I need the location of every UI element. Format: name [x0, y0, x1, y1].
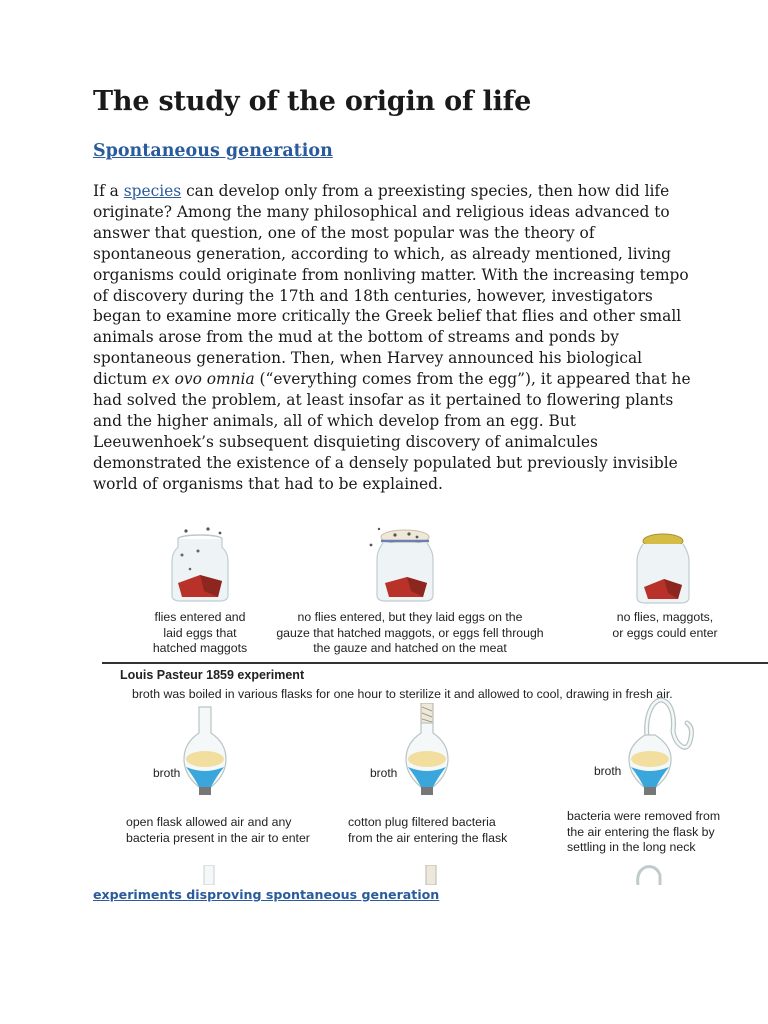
figure-divider — [102, 662, 768, 664]
pasteur-title: Louis Pasteur 1859 experiment — [120, 668, 305, 682]
jar-3-caption: no flies, maggots, or eggs could enter — [612, 610, 718, 640]
flask-3-caption: bacteria were removed from the air entering the flask by settling in the long neck — [567, 809, 721, 854]
jar-1-caption: flies entered and laid eggs that hatched maggots — [152, 610, 248, 655]
figure-caption-link[interactable]: experiments disproving spontaneous generation — [93, 887, 440, 902]
swan-neck-flask-icon — [625, 697, 705, 797]
text-part-1: can develop only from a preexisting species, then how did life originate? Among the many philosophical and religious ideas advanced to answer that question, one of the most popular was the theory of spontaneous generation, according to which, as already mentioned, living organisms could originate from nonliving matter. With the increasing tempo of discovery during the 17th and 18th centuries, however, investigators began to examine more critically the Greek belief that flies and other small animals arose from the mud at the bottom of streams and ponds by spontaneous generation. Then, when Harvey announced his biological dictum — [93, 182, 689, 389]
page-title: The study of the origin of life — [93, 86, 532, 117]
flask-3-broth-label: broth — [594, 764, 622, 778]
flask-2-broth-label: broth — [370, 766, 398, 780]
text-lead: If a — [93, 182, 124, 200]
open-jar-icon — [160, 525, 240, 605]
cotton-plug-flask-icon — [402, 703, 452, 797]
species-link[interactable]: species — [123, 182, 182, 200]
gauze-jar-icon — [365, 525, 445, 605]
jar-2-caption: no flies entered, but they laid eggs on the gauze that hatched maggots, or eggs fell through the gauze and hatched on the meat — [276, 610, 544, 655]
flask-1-caption: open flask allowed air and any bacteria present in the air to enter — [126, 815, 310, 845]
open-flask-icon — [180, 705, 230, 797]
text-part-2: (“everything comes from the egg”), it appeared that he had solved the problem, at least insofar as it pertained to flowering plants and the higher animals, all of which develop from an egg. But Leeuwenhoek’s subsequent disquieting discovery of animalcules demonstrated the existence of a densely populated but previously invisible world of organisms that had to be explained. — [93, 370, 691, 493]
latin-dictum: ex ovo omnia — [151, 370, 255, 389]
section-heading-link[interactable]: Spontaneous generation — [93, 141, 333, 161]
sealed-jar-icon — [628, 531, 698, 607]
flask-2-caption: cotton plug filtered bacteria from the air entering the flask — [348, 815, 508, 845]
experiment-figure — [100, 525, 768, 885]
body-paragraph — [93, 181, 693, 495]
flask-1-broth-label: broth — [153, 766, 181, 780]
pasteur-subtitle: broth was boiled in various flasks for one hour to sterilize it and allowed to cool, drawing in fresh air. — [132, 687, 673, 701]
partial-flask-row-icon — [200, 865, 768, 885]
